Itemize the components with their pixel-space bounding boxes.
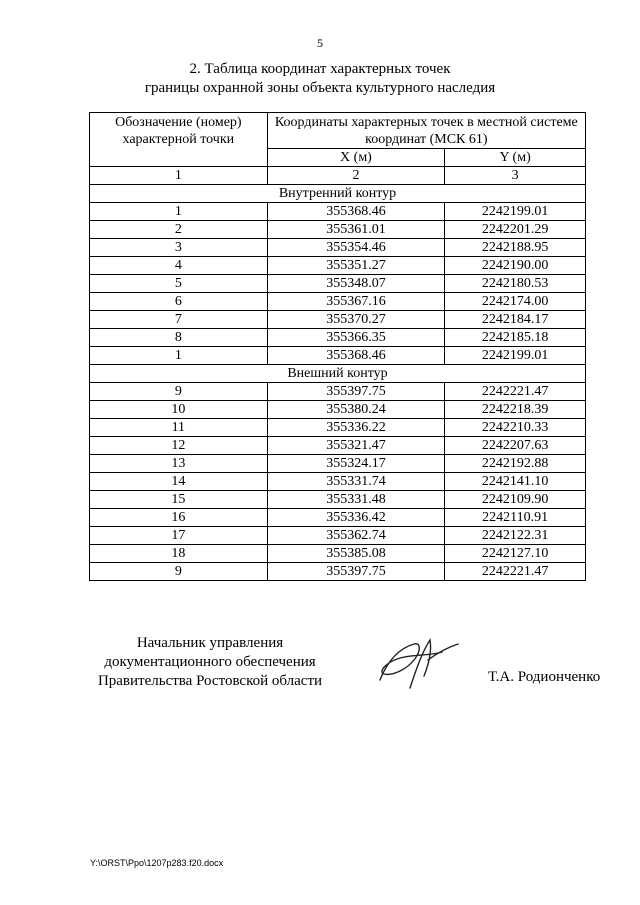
x-cell: 355370.27	[267, 311, 445, 329]
y-cell: 2242199.01	[445, 203, 586, 221]
table-row	[90, 527, 586, 545]
table-body	[90, 167, 586, 581]
signoff-line-1: Начальник управления	[136, 635, 284, 651]
table-row	[90, 257, 586, 275]
point-cell: 2	[90, 221, 268, 239]
point-cell: 1	[90, 347, 268, 365]
table-row	[90, 563, 586, 581]
y-cell: 2242127.10	[445, 545, 586, 563]
table-row	[90, 275, 586, 293]
signoff-position	[90, 634, 330, 691]
point-cell: 1	[90, 203, 268, 221]
x-cell: 355354.46	[267, 239, 445, 257]
table-row	[90, 545, 586, 563]
coordinates-table	[89, 112, 586, 581]
header-y: Y (м)	[445, 149, 586, 167]
point-cell: 5	[90, 275, 268, 293]
point-cell: 16	[90, 509, 268, 527]
table-row	[90, 419, 586, 437]
numbering-cell: 2	[267, 167, 445, 185]
page-number: 5	[317, 36, 323, 50]
y-cell: 2242110.91	[445, 509, 586, 527]
point-cell: 14	[90, 473, 268, 491]
table-row	[90, 221, 586, 239]
point-cell: 10	[90, 401, 268, 419]
y-cell: 2242122.31	[445, 527, 586, 545]
x-cell: 355336.22	[267, 419, 445, 437]
table-row	[90, 347, 586, 365]
table-row	[90, 437, 586, 455]
x-cell: 355348.07	[267, 275, 445, 293]
y-cell: 2242109.90	[445, 491, 586, 509]
title-line-2: границы охранной зоны объекта культурного наследия	[144, 80, 496, 96]
table-row	[90, 329, 586, 347]
x-cell: 355380.24	[267, 401, 445, 419]
numbering-row	[90, 167, 586, 185]
y-cell: 2242184.17	[445, 311, 586, 329]
table-row	[90, 491, 586, 509]
x-cell: 355368.46	[267, 347, 445, 365]
x-cell: 355385.08	[267, 545, 445, 563]
x-cell: 355331.48	[267, 491, 445, 509]
point-cell: 17	[90, 527, 268, 545]
signoff-line-3: Правительства Ростовской области	[97, 673, 323, 689]
x-cell: 355368.46	[267, 203, 445, 221]
table-row	[90, 311, 586, 329]
table-row	[90, 239, 586, 257]
y-cell: 2242218.39	[445, 401, 586, 419]
document-title	[0, 60, 640, 98]
point-cell: 3	[90, 239, 268, 257]
section-header-row	[90, 185, 586, 203]
x-cell: 355351.27	[267, 257, 445, 275]
y-cell: 2242185.18	[445, 329, 586, 347]
x-cell: 355362.74	[267, 527, 445, 545]
x-cell: 355324.17	[267, 455, 445, 473]
table-row	[90, 401, 586, 419]
section-header-row	[90, 365, 586, 383]
point-cell: 8	[90, 329, 268, 347]
y-cell: 2242192.88	[445, 455, 586, 473]
y-cell: 2242174.00	[445, 293, 586, 311]
file-path: Y:\ORST\Ppo\1207p283.f20.docx	[90, 858, 224, 868]
y-cell: 2242188.95	[445, 239, 586, 257]
point-cell: 12	[90, 437, 268, 455]
table-row	[90, 455, 586, 473]
signoff-line-2: документационного обеспечения	[104, 654, 316, 670]
point-cell: 15	[90, 491, 268, 509]
point-cell: 7	[90, 311, 268, 329]
table-row	[90, 203, 586, 221]
header-coordinates: Координаты характерных точек в местной системе координат (МСК 61)	[267, 113, 585, 149]
table-row	[90, 473, 586, 491]
y-cell: 2242180.53	[445, 275, 586, 293]
title-line-1: 2. Таблица координат характерных точек	[189, 61, 451, 77]
y-cell: 2242190.00	[445, 257, 586, 275]
point-cell: 18	[90, 545, 268, 563]
y-cell: 2242221.47	[445, 563, 586, 581]
x-cell: 355331.74	[267, 473, 445, 491]
point-cell: 9	[90, 563, 268, 581]
section-title: Внутренний контур	[90, 185, 586, 203]
x-cell: 355397.75	[267, 383, 445, 401]
point-cell: 6	[90, 293, 268, 311]
header-x: X (м)	[267, 149, 445, 167]
x-cell: 355321.47	[267, 437, 445, 455]
x-cell: 355367.16	[267, 293, 445, 311]
numbering-cell: 1	[90, 167, 268, 185]
x-cell: 355336.42	[267, 509, 445, 527]
numbering-cell: 3	[445, 167, 586, 185]
x-cell: 355366.35	[267, 329, 445, 347]
y-cell: 2242201.29	[445, 221, 586, 239]
signer-name: Т.А. Родионченко	[488, 669, 601, 685]
point-cell: 11	[90, 419, 268, 437]
y-cell: 2242221.47	[445, 383, 586, 401]
x-cell: 355361.01	[267, 221, 445, 239]
table-row	[90, 293, 586, 311]
table-row	[90, 383, 586, 401]
y-cell: 2242199.01	[445, 347, 586, 365]
point-cell: 13	[90, 455, 268, 473]
y-cell: 2242210.33	[445, 419, 586, 437]
section-title: Внешний контур	[90, 365, 586, 383]
y-cell: 2242141.10	[445, 473, 586, 491]
point-cell: 4	[90, 257, 268, 275]
y-cell: 2242207.63	[445, 437, 586, 455]
table-row	[90, 509, 586, 527]
point-cell: 9	[90, 383, 268, 401]
handwritten-signature	[370, 630, 465, 692]
x-cell: 355397.75	[267, 563, 445, 581]
header-designation: Обозначение (номер) характерной точки	[90, 113, 268, 167]
